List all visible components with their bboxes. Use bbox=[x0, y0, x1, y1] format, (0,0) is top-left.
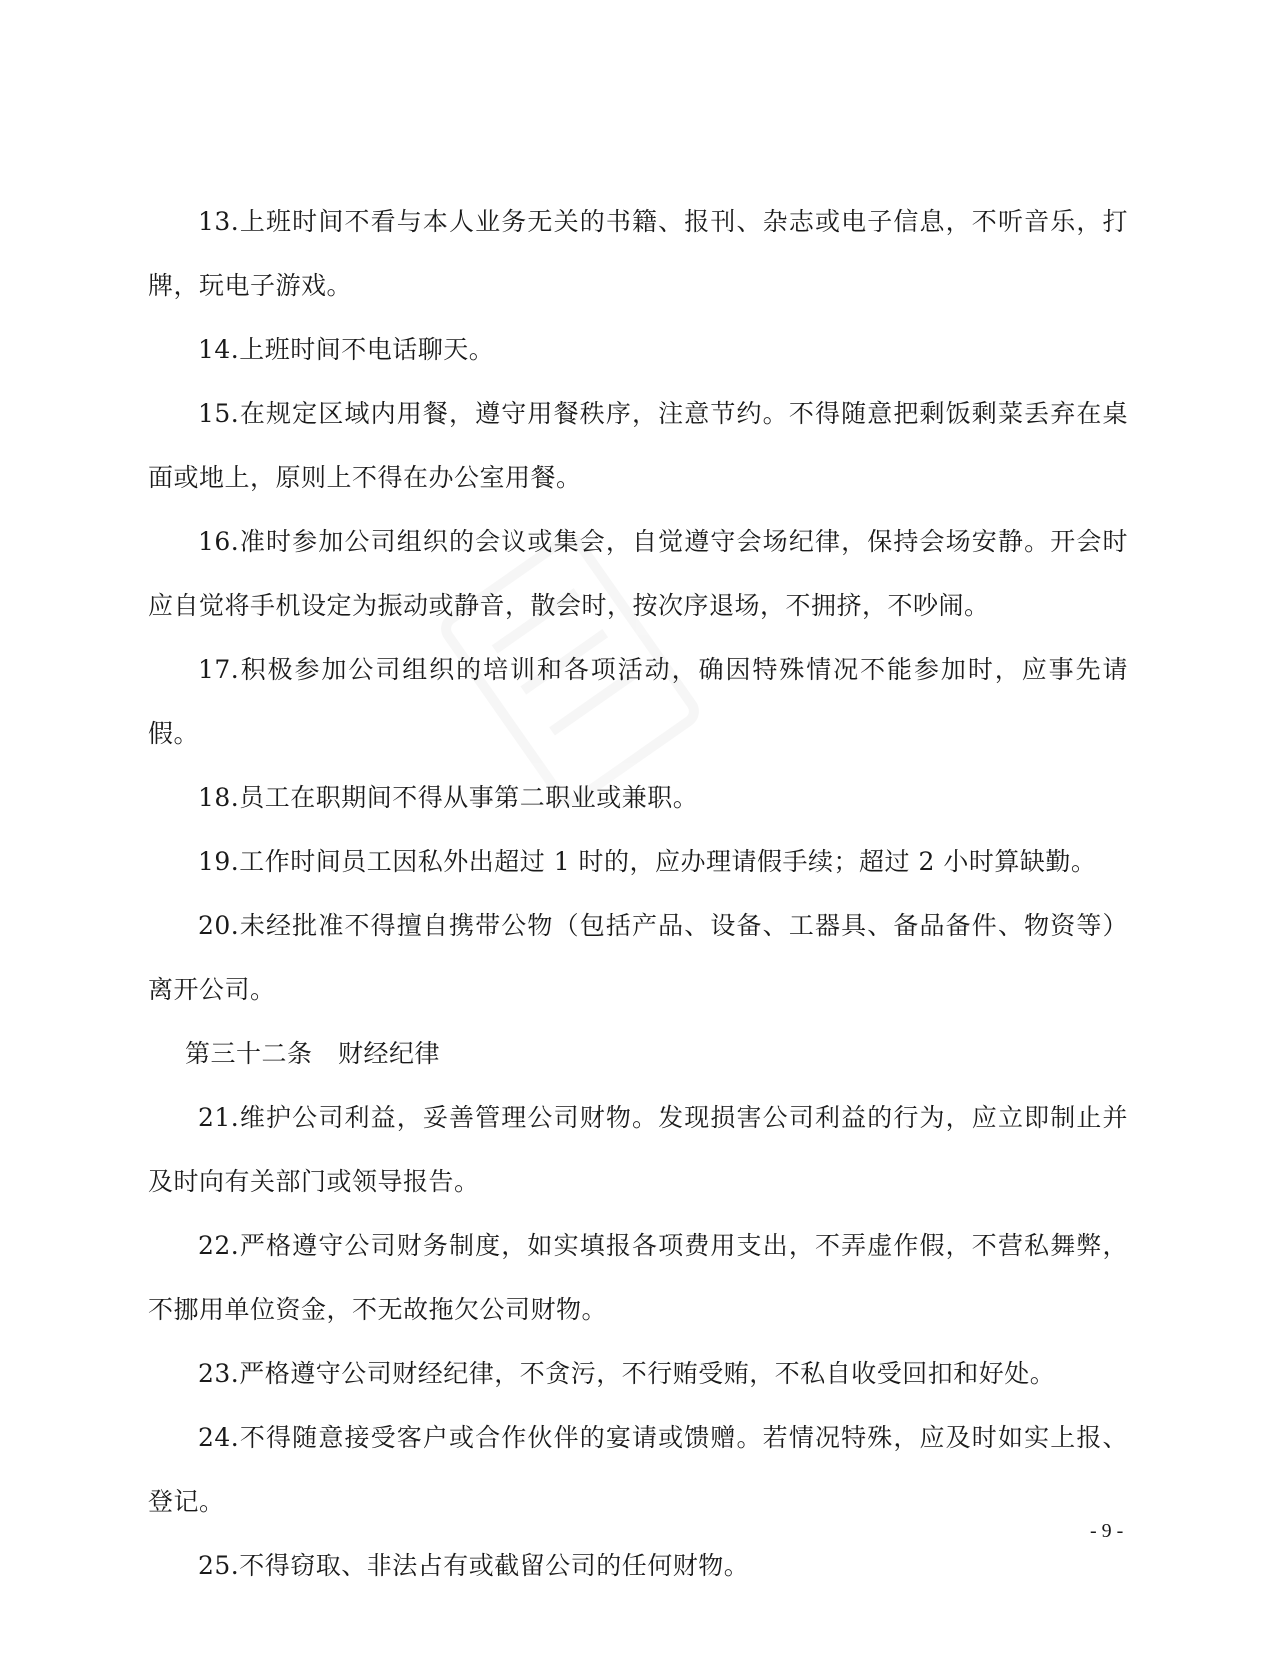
paragraph-13: 13.上班时间不看与本人业务无关的书籍、报刊、杂志或电子信息，不听音乐，打牌，玩电子游戏。 bbox=[148, 207, 1128, 300]
paragraph-25: 25.不得窃取、非法占有或截留公司的任何财物。 bbox=[198, 1551, 750, 1580]
paragraph-21: 21.维护公司利益，妥善管理公司财物。发现损害公司利益的行为，应立即制止并及时向有关部门或领导报告。 bbox=[148, 1103, 1128, 1196]
page-number: - 9 - bbox=[1090, 1520, 1124, 1542]
paragraph-23: 23.严格遵守公司财经纪律，不贪污，不行贿受贿，不私自收受回扣和好处。 bbox=[198, 1359, 1056, 1388]
paragraph-18: 18.员工在职期间不得从事第二职业或兼职。 bbox=[198, 783, 699, 812]
document-body bbox=[148, 190, 1128, 1598]
paragraph-19: 19.工作时间员工因私外出超过 1 时的，应办理请假手续；超过 2 小时算缺勤。 bbox=[198, 847, 1097, 876]
paragraph-16: 16.准时参加公司组织的会议或集会，自觉遵守会场纪律，保持会场安静。开会时应自觉将手机设定为振动或静音，散会时，按次序退场，不拥挤，不吵闹。 bbox=[148, 527, 1128, 620]
paragraph-20: 20.未经批准不得擅自携带公物（包括产品、设备、工器具、备品备件、物资等）离开公司。 bbox=[148, 911, 1128, 1004]
paragraph-15: 15.在规定区域内用餐，遵守用餐秩序，注意节约。不得随意把剩饭剩菜丢弃在桌面或地上，原则上不得在办公室用餐。 bbox=[148, 399, 1128, 492]
paragraph-17: 17.积极参加公司组织的培训和各项活动，确因特殊情况不能参加时，应事先请假。 bbox=[148, 655, 1128, 748]
paragraph-22: 22.严格遵守公司财务制度，如实填报各项费用支出，不弄虚作假，不营私舞弊，不挪用单位资金，不无故拖欠公司财物。 bbox=[148, 1231, 1128, 1324]
paragraph-14: 14.上班时间不电话聊天。 bbox=[198, 335, 495, 364]
section-heading: 第三十二条 财经纪律 bbox=[185, 1039, 441, 1068]
paragraph-24: 24.不得随意接受客户或合作伙伴的宴请或馈赠。若情况特殊，应及时如实上报、登记。 bbox=[148, 1423, 1128, 1516]
